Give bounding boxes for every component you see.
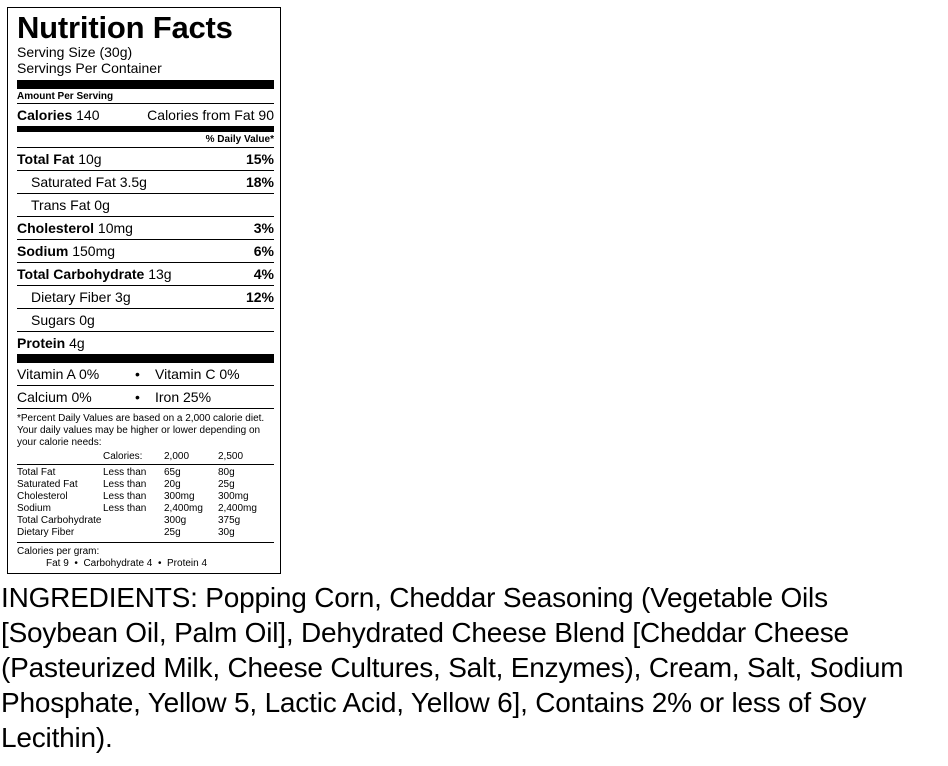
table-cell: 30g — [218, 527, 235, 538]
nutrient-amount: 3g — [115, 289, 131, 305]
calories-from-fat: Calories from Fat 90 — [147, 107, 274, 123]
table-cell: 25g — [164, 527, 181, 538]
table-row — [17, 503, 274, 515]
calories-row — [17, 103, 274, 126]
vitamin-row — [17, 385, 274, 408]
table-cell: 300mg — [164, 491, 195, 502]
nutrient-dv: 3% — [253, 220, 274, 236]
table-row — [17, 527, 274, 542]
table-cell: Calories: — [103, 451, 143, 462]
thick-divider — [17, 354, 274, 363]
calories-value: 140 — [76, 107, 100, 123]
table-cell: 80g — [218, 465, 274, 480]
nutrient-amount: 3.5g — [119, 174, 147, 190]
table-cell: Cholesterol — [17, 491, 68, 502]
label-title: Nutrition Facts — [17, 10, 233, 45]
calories-label: Calories — [17, 107, 73, 123]
table-cell — [17, 451, 103, 465]
table-cell: 300g — [164, 515, 187, 526]
table-row — [17, 515, 274, 527]
nutrient-dv: 4% — [253, 266, 274, 282]
table-cell: Sodium — [17, 503, 51, 514]
serving-size: Serving Size (30g) — [17, 44, 133, 60]
nutrient-row-total-fat — [17, 147, 274, 170]
nutrient-amount: 10mg — [97, 220, 133, 236]
nutrition-facts-label — [7, 7, 281, 574]
nutrient-amount: 0g — [79, 312, 95, 328]
nutrient-amount: 0g — [94, 197, 110, 213]
vitamin-row — [17, 363, 274, 385]
ingredients-text: INGREDIENTS: Popping Corn, Cheddar Seasoning (Vegetable Oils [Soybean Oil, Palm Oil], Dehydrated Cheese Blend [Cheddar Cheese (Pasteurized Milk, Cheese Cultures, Salt, Enzymes), Cream, Salt, Sodium Phosphate, Yellow 5, Lactic Acid, Yellow 6], Contains 2% or less of Soy Lecithin). — [1, 582, 904, 753]
table-cell: Total Fat — [17, 465, 103, 480]
nutrient-name: Dietary Fiber — [31, 289, 112, 305]
nutrient-name: Total Carbohydrate — [17, 266, 145, 282]
table-cell: 65g — [164, 465, 218, 480]
nutrient-name: Total Fat — [17, 151, 75, 167]
daily-value-header: % Daily Value* — [17, 131, 274, 147]
nutrient-row-sugars — [17, 308, 274, 331]
table-cell: Less than — [103, 465, 164, 480]
table-row — [17, 465, 274, 480]
calories-per-gram — [17, 542, 274, 573]
bullet: • — [135, 366, 140, 382]
table-cell: 2,500 — [218, 451, 244, 462]
bullet: • — [135, 389, 140, 405]
nutrient-dv: 6% — [253, 243, 274, 259]
vitamin-right: Vitamin C 0% — [155, 366, 240, 382]
vitamin-left: Vitamin A 0% — [17, 366, 100, 382]
vitamin-left: Calcium 0% — [17, 389, 92, 405]
table-row — [17, 491, 274, 503]
table-cell: 2,400mg — [218, 503, 257, 514]
nutrient-amount: 13g — [148, 266, 172, 282]
nutrient-amount: 4g — [69, 335, 85, 351]
calories-per-gram-label: Calories per gram: — [17, 546, 100, 557]
table-row — [17, 479, 274, 491]
amount-per-serving: Amount Per Serving — [17, 90, 114, 102]
nutrient-row-cholesterol — [17, 216, 274, 239]
table-cell: 300mg — [218, 491, 249, 502]
nutrient-name: Protein — [17, 335, 66, 351]
table-cell: Total Carbohydrate — [17, 515, 102, 526]
nutrient-row-trans-fat — [17, 193, 274, 216]
nutrient-row-saturated-fat — [17, 170, 274, 193]
table-cell: Dietary Fiber — [17, 527, 75, 538]
bullet: • — [74, 558, 78, 569]
nutrient-name: Cholesterol — [17, 220, 95, 236]
nutrient-name: Saturated Fat — [31, 174, 116, 190]
nutrient-row-dietary-fiber — [17, 285, 274, 308]
daily-value-footnote: *Percent Daily Values are based on a 2,000 calorie diet. Your daily values may be higher or lower depending on your calorie needs: — [17, 408, 274, 451]
nutrient-name: Sugars — [31, 312, 76, 328]
nutrient-row-sodium — [17, 239, 274, 262]
nutrient-dv: 12% — [245, 289, 274, 305]
bullet: • — [157, 558, 162, 569]
table-cell: 2,000 — [164, 451, 190, 462]
table-cell: Less than — [103, 491, 147, 502]
nutrient-amount: 10g — [78, 151, 102, 167]
table-cell: Less than — [103, 503, 147, 514]
table-cell: 25g — [218, 479, 235, 490]
servings-per-container: Servings Per Container — [17, 60, 162, 76]
cpg-protein: Protein 4 — [167, 558, 208, 569]
nutrient-name: Trans Fat — [31, 197, 91, 213]
nutrient-name: Sodium — [17, 243, 69, 259]
thick-divider — [17, 80, 274, 89]
table-header-row — [17, 451, 274, 465]
nutrient-amount: 150mg — [72, 243, 116, 259]
nutrient-row-total-carbohydrate — [17, 262, 274, 285]
table-cell: Less than — [103, 479, 147, 490]
calories-per-gram-values — [17, 558, 274, 570]
table-cell: Saturated Fat — [17, 479, 78, 490]
table-cell: 375g — [218, 515, 241, 526]
nutrient-row-protein — [17, 331, 274, 354]
nutrient-dv: 18% — [245, 174, 274, 190]
vitamin-right: Iron 25% — [155, 389, 212, 405]
cpg-carbohydrate: Carbohydrate 4 — [83, 558, 153, 569]
daily-value-table — [17, 451, 274, 542]
table-cell: 2,400mg — [164, 503, 203, 514]
table-cell: 20g — [164, 479, 181, 490]
cpg-fat: Fat 9 — [46, 558, 69, 569]
nutrient-dv: 15% — [245, 151, 274, 167]
